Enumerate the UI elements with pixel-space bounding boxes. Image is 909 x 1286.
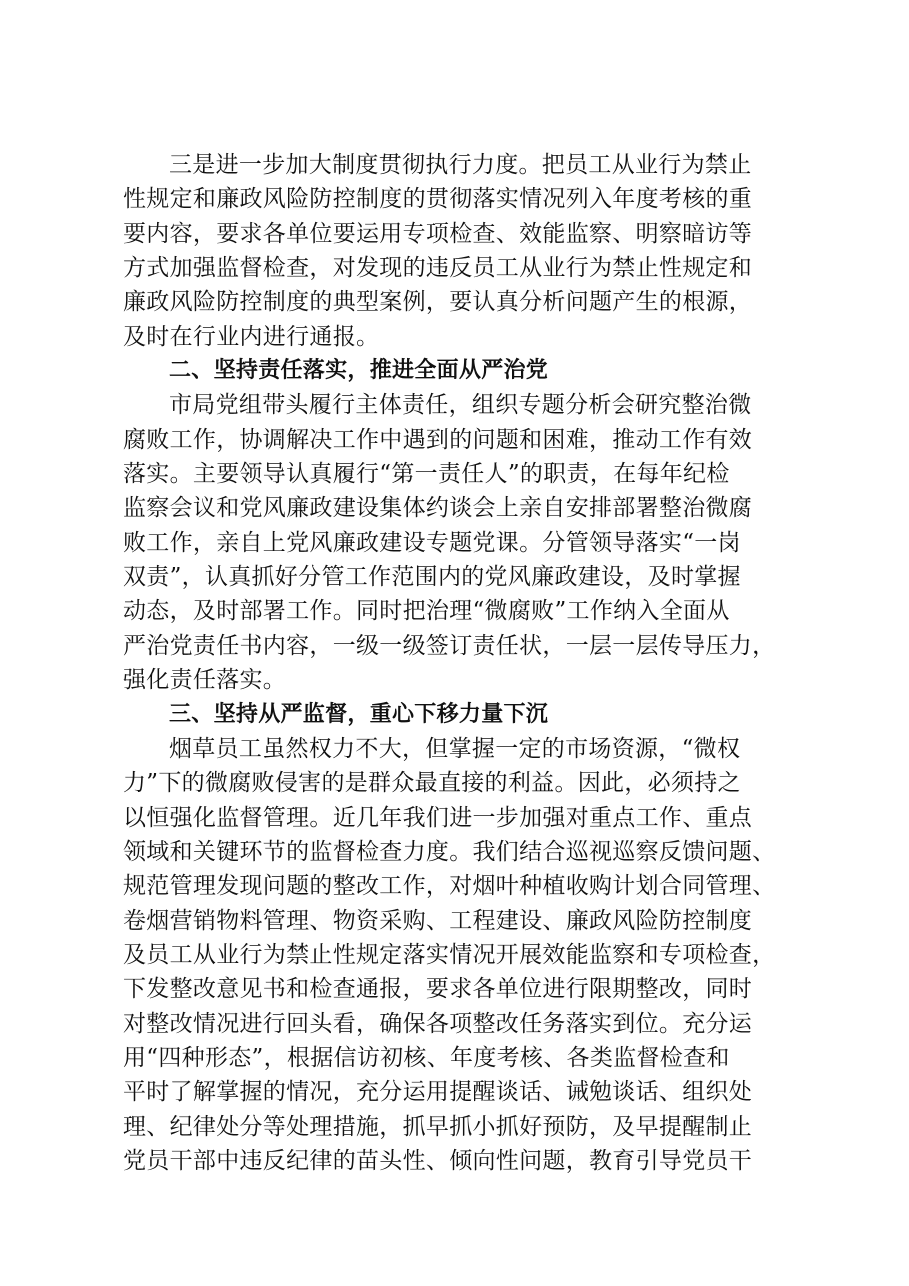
paragraph-line: 双责”，认真抓好分管工作范围内的党风廉政建设，及时掌握 — [123, 564, 741, 591]
paragraph-line: 败工作，亲自上党风廉政建设专题党课。分管领导落实“一岗 — [123, 529, 741, 556]
paragraph-three-institution-enforcement — [123, 148, 793, 354]
paragraph-line: 三是进一步加大制度贯彻执行力度。把员工从业行为禁止 — [169, 152, 752, 178]
paragraph-line: 动态，及时部署工作。同时把治理“微腐败”工作纳入全面从 — [123, 598, 730, 625]
paragraph-line: 及员工从业行为禁止性规定落实情况开展效能监察和专项检查， — [123, 941, 776, 968]
paragraph-line: 监察会议和党风廉政建设集体约谈会上亲自安排部署整治微腐 — [123, 495, 753, 522]
paragraph-line: 用“四种形态”，根据信访初核、年度考核、各类监督检查和 — [123, 1044, 730, 1071]
paragraph-line: 下发整改意见书和检查通报，要求各单位进行限期整改，同时 — [123, 976, 753, 1003]
section-heading-3: 三、坚持从严监督，重心下移力量下沉 — [169, 701, 549, 727]
paragraph-line: 廉政风险防控制度的典型案例，要认真分析问题产生的根源， — [123, 289, 753, 316]
paragraph-supervision — [123, 732, 793, 1178]
paragraph-line: 党员干部中违反纪律的苗头性、倾向性问题，教育引导党员干 — [123, 1147, 753, 1174]
paragraph-line: 烟草员工虽然权力不大，但掌握一定的市场资源，“微权 — [169, 735, 741, 762]
paragraph-line: 规范管理发现问题的整改工作，对烟叶种植收购计划合同管理、 — [123, 873, 776, 900]
paragraph-line: 平时了解掌握的情况，充分运用提醒谈话、诫勉谈话、组织处 — [123, 1079, 753, 1106]
paragraph-line: 强化责任落实。 — [123, 667, 287, 694]
paragraph-line: 严治党责任书内容，一级一级签订责任状，一层一层传导压力， — [123, 632, 776, 659]
paragraph-line: 要内容，要求各单位要运用专项检查、效能监察、明察暗访等 — [123, 220, 753, 247]
paragraph-line: 及时在行业内进行通报。 — [123, 323, 380, 350]
paragraph-line: 领域和关键环节的监督检查力度。我们结合巡视巡察反馈问题、 — [123, 838, 776, 865]
paragraph-line: 方式加强监督检查，对发现的违反员工从业行为禁止性规定和 — [123, 255, 753, 282]
paragraph-line: 力”下的微腐败侵害的是群众最直接的利益。因此，必须持之 — [123, 770, 741, 797]
paragraph-line: 性规定和廉政风险防控制度的贯彻落实情况列入年度考核的重 — [123, 186, 753, 213]
paragraph-line: 理、纪律处分等处理措施，抓早抓小抓好预防，及早提醒制止 — [123, 1113, 753, 1140]
paragraph-responsibility — [123, 388, 793, 697]
paragraph-line: 落实。主要领导认真履行“第一责任人”的职责，在每年纪检 — [123, 461, 730, 488]
paragraph-line: 市局党组带头履行主体责任，组织专题分析会研究整治微 — [169, 392, 752, 419]
paragraph-line: 对整改情况进行回头看，确保各项整改任务落实到位。充分运 — [123, 1010, 753, 1037]
section-heading-2: 二、坚持责任落实，推进全面从严治党 — [169, 358, 549, 384]
paragraph-line: 腐败工作，协调解决工作中遇到的问题和困难，推动工作有效 — [123, 426, 753, 453]
paragraph-line: 以恒强化监督管理。近几年我们进一步加强对重点工作、重点 — [123, 804, 753, 831]
paragraph-line: 卷烟营销物料管理、物资采购、工程建设、廉政风险防控制度 — [123, 907, 753, 934]
document-body — [123, 148, 793, 1178]
